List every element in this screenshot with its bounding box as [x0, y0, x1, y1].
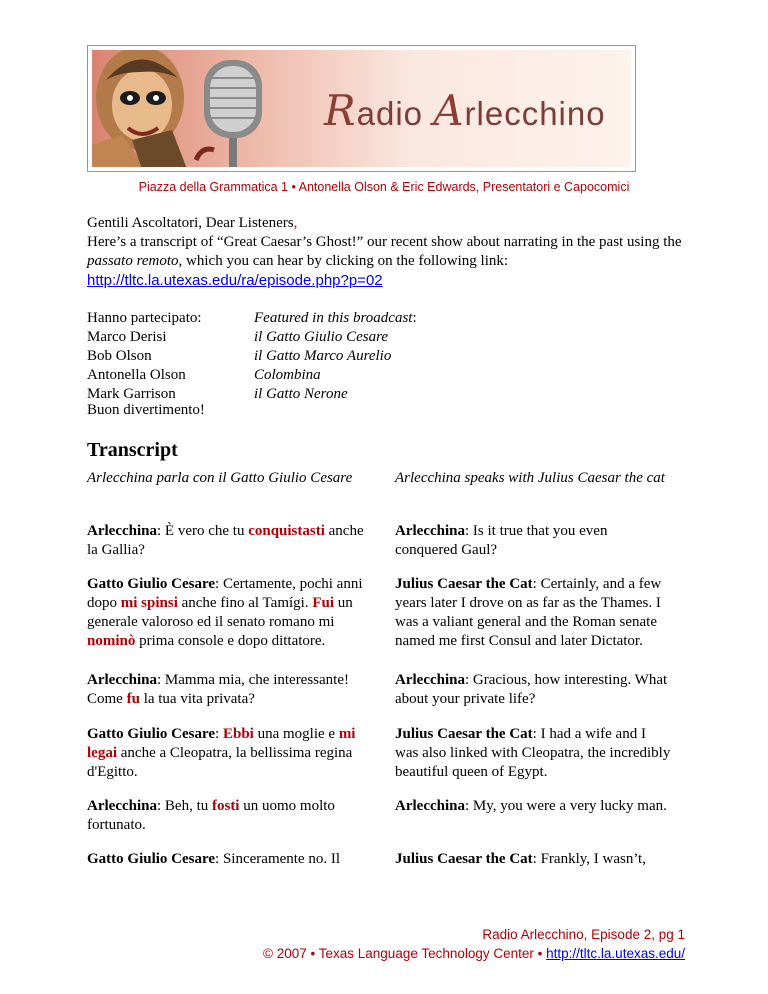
featured-name: il Gatto Nerone [254, 386, 348, 402]
transcript-heading: Transcript [87, 439, 178, 461]
transcript-row-english: Julius Caesar the Cat: I had a wife and I was also linked with Cleopatra, the incredibly beautiful queen of Egypt. [395, 726, 671, 780]
transcript-row-italian: Arlecchina: Beh, tu fosti un uomo molto fortunato. [87, 798, 335, 833]
transcript-row-italian: Gatto Giulio Cesare: Ebbi una moglie e mi legai anche a Cleopatra, la bellissima regina d'Egitto. [87, 726, 356, 780]
participant-name: Mark Garrison [87, 386, 176, 402]
transcript-row-italian: Arlecchina: Mamma mia, che interessante! Come fu la tua vita privata? [87, 672, 349, 707]
transcript-row-english: Julius Caesar the Cat: Certainly, and a few years later I drove on as far as the Thames. I was a valiant general and the Roman senate named me first Consul and later Dictator. [395, 576, 662, 649]
closing-greeting: Buon divertimento! [87, 402, 205, 418]
footer-link[interactable]: http://tltc.la.utexas.edu/ [546, 946, 685, 961]
participant-name: Marco Derisi [87, 329, 167, 345]
transcript-row-english: Arlecchina: Is it true that you even conquered Gaul? [395, 523, 608, 558]
transcript-row-italian: Gatto Giulio Cesare: Sinceramente no. Il [87, 851, 341, 867]
featured-list [254, 309, 417, 404]
transcript-row-english: Arlecchina: Gracious, how interesting. What about your private life? [395, 672, 668, 707]
footer-copyright: © 2007 • Texas Language Technology Center • http://tltc.la.utexas.edu/ [263, 946, 685, 961]
radio-arlecchino-banner [87, 45, 636, 172]
transcript-row-english: Arlecchina: My, you were a very lucky man. [395, 798, 667, 814]
participants-list [87, 309, 202, 404]
featured-name: il Gatto Giulio Cesare [254, 329, 389, 345]
greeting: Gentili Ascoltatori, Dear Listeners, [87, 215, 298, 231]
episode-link[interactable]: http://tltc.la.utexas.edu/ra/episode.php?p=02 [87, 272, 383, 289]
participant-name: Bob Olson [87, 348, 152, 364]
featured-name: Colombina [254, 367, 321, 383]
page-footer [263, 925, 685, 963]
footer-page-label: Radio Arlecchino, Episode 2, pg 1 [482, 927, 685, 942]
featured-heading: Featured in this broadcast: [254, 310, 417, 326]
participant-name: Antonella Olson [87, 367, 186, 383]
brand-logo-text: Radio Arlecchino [324, 86, 606, 135]
transcript-row-italian: Arlecchina parla con il Gatto Giulio Cesare [87, 470, 353, 486]
transcript-row-english: Julius Caesar the Cat: Frankly, I wasn’t, [395, 851, 646, 867]
banner-artwork [92, 50, 631, 167]
featured-name: il Gatto Marco Aurelio [254, 348, 392, 364]
participants-heading: Hanno partecipato: [87, 310, 202, 326]
intro-paragraph: Here’s a transcript of “Great Caesar’s Ghost!” our recent show about narrating in the past using the passato remoto, which you can hear by clicking on the following link: [87, 234, 682, 269]
show-subheader: Piazza della Grammatica 1 • Antonella Olson & Eric Edwards, Presentatori e Capocomici [138, 180, 630, 194]
transcript-row-italian: Arlecchina: È vero che tu conquistasti anche la Gallia? [87, 523, 364, 558]
transcript-row-italian: Gatto Giulio Cesare: Certamente, pochi anni dopo mi spinsi anche fino al Tamígi. Fui un generale valoroso ed il senato romano mi nominò prima console e dopo dittatore. [87, 576, 363, 649]
transcript-row-english: Arlecchina speaks with Julius Caesar the cat [395, 470, 665, 486]
